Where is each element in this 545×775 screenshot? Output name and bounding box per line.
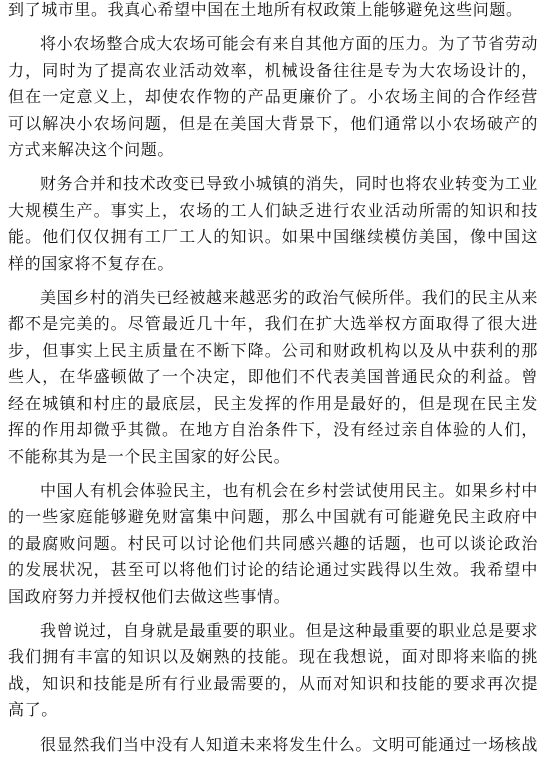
- paragraph-1: 到了城市里。我真心希望中国在土地所有权政策上能够避免这些问题。: [8, 0, 523, 19]
- paragraph-3: 财务合并和技术改变已导致小城镇的消失，同时也将农业转变为工业大规模生产。事实上，农场的工人们缺乏进行农业活动所需的知识和技能。他们仅仅拥有工厂工人的知识。如果中国继续模仿美国，像中国这样的国家将不复存在。: [8, 174, 539, 273]
- paragraph-2: 将小农场整合成大农场可能会有来自其他方面的压力。为了节省劳动力，同时为了提高农业活动效率，机械设备往往是专为大农场设计的，但在一定意义上，却使农作物的产品更廉价了。小农场主间的合作经营可以解决小农场问题，但是在美国大背景下，他们通常以小农场破产的方式来解决这个问题。: [8, 34, 539, 160]
- paragraph-5: 中国人有机会体验民主，也有机会在乡村尝试使用民主。如果乡村中的一些家庭能够避免财富集中问题，那么中国就有可能避免民主政府中的最腐败问题。村民可以讨论他们共同感兴趣的话题，也可以谈论政治的发展状况，甚至可以将他们讨论的结论通过实践得以生效。我希望中国政府努力并授权他们去做这些事情。: [8, 480, 539, 606]
- paragraph-4: 美国乡村的消失已经被越来越恶劣的政治气候所伴。我们的民主从来都不是完美的。尽管最近几十年，我们在扩大选举权方面取得了很大进步，但事实上民主质量在不断下降。公司和财政机构以及从中获利的那些人，在华盛顿做了一个决定，即他们不代表美国普通民众的利益。曾经在城镇和村庄的最底层，民主发挥的作用是最好的，但是现在民主发挥的作用却微乎其微。在地方自治条件下，没有经过亲自体验的人们，不能称其为是一个民主国家的好公民。: [8, 288, 539, 466]
- paragraph-6: 我曾说过，自身就是最重要的职业。但是这种最重要的职业总是要求我们拥有丰富的知识以及娴熟的技能。现在我想说，面对即将来临的挑战，知识和技能是所有行业最需要的，从而对知识和技能的要求再次提高了。: [8, 620, 539, 720]
- paragraph-7: 很显然我们当中没有人知道未来将发生什么。文明可能通过一场核战: [40, 734, 539, 754]
- document-body: [8, 0, 538, 766]
